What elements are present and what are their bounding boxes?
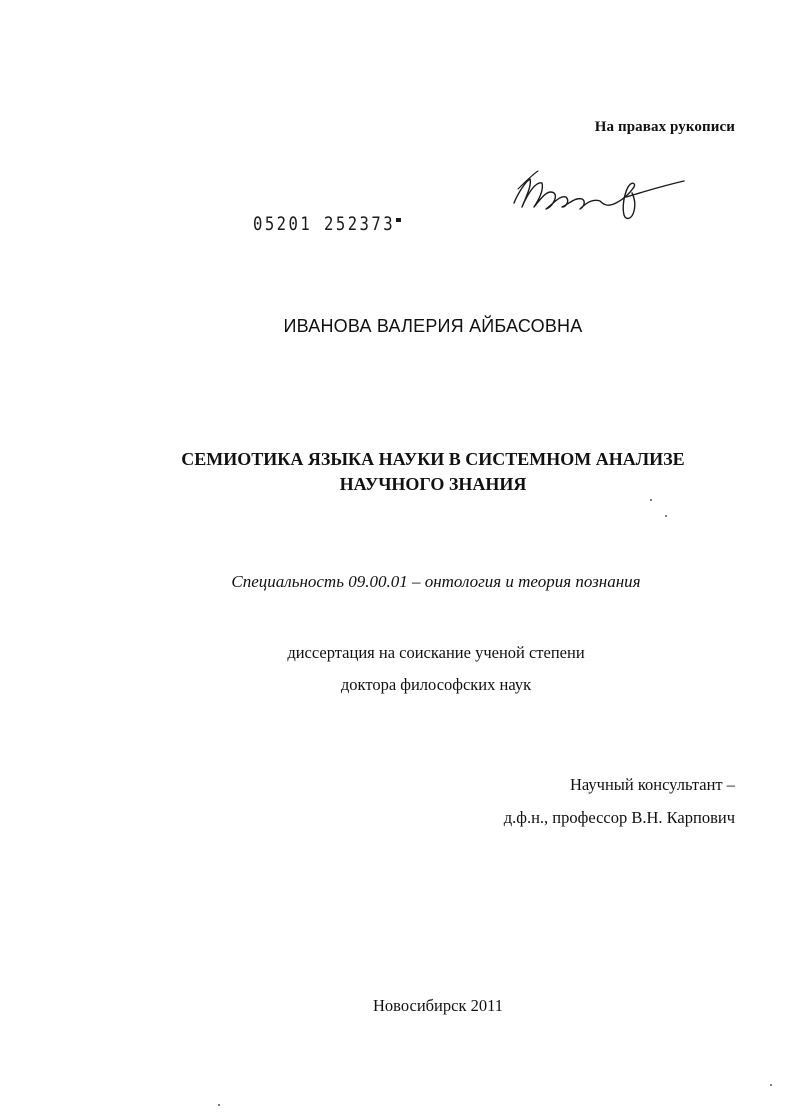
title-line-2: НАУЧНОГО ЗНАНИЯ (339, 474, 527, 494)
author-name: ИВАНОВА ВАЛЕРИЯ АЙБАСОВНА (283, 316, 583, 336)
city-year: Новосибирск 2011 (373, 996, 503, 1015)
scan-speck (770, 1084, 772, 1086)
scan-speck (218, 1104, 220, 1106)
degree-line-2: доктора философских наук (340, 675, 532, 694)
scan-speck (665, 515, 667, 517)
scan-speck (650, 499, 652, 501)
registry-mark (396, 218, 401, 222)
consultant-name: д.ф.н., профессор В.Н. Карпович (503, 808, 735, 827)
signature (508, 163, 688, 225)
dissertation-title (0, 447, 797, 497)
scientific-consultant (504, 768, 735, 834)
title-line-1: СЕМИОТИКА ЯЗЫКА НАУКИ В СИСТЕМНОМ АНАЛИЗЕ (181, 449, 685, 469)
specialty: Специальность 09.00.01 – онтология и теория познания (231, 572, 641, 591)
degree-statement (0, 637, 797, 701)
rights-note: На правах рукописи (594, 119, 735, 135)
registry-number: 05201 252373 (253, 213, 396, 235)
consultant-label: Научный консультант – (570, 775, 735, 794)
degree-line-1: диссертация на соискание ученой степени (287, 643, 585, 662)
